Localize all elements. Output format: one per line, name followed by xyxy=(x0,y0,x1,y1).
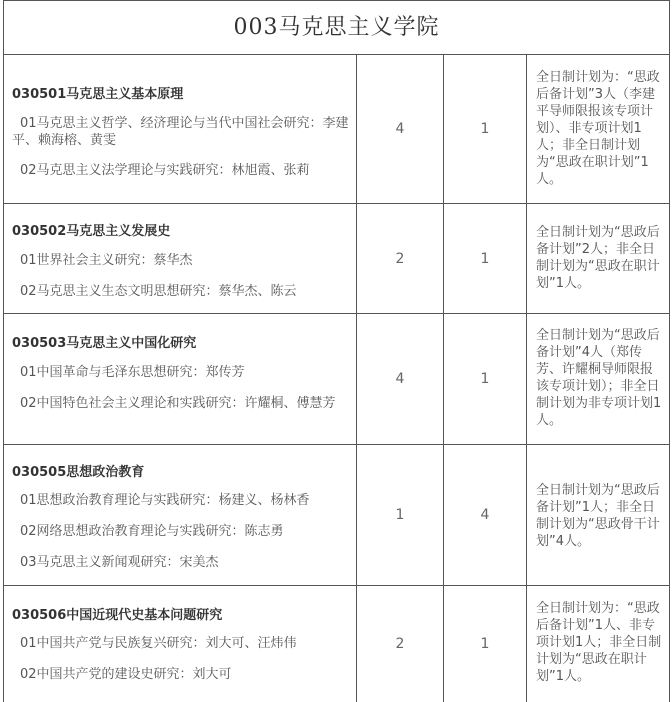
part-time-count: 1 xyxy=(443,55,526,204)
remarks-cell xyxy=(526,204,670,314)
research-direction: 01思想政治教育理论与实践研究：杨建义、杨林香 xyxy=(20,493,310,508)
major-name: 030501马克思主义基本原理 xyxy=(12,87,184,102)
major-name: 030503马克思主义中国化研究 xyxy=(12,336,197,351)
table-row xyxy=(3,55,670,204)
major-name: 030505思想政治教育 xyxy=(12,465,145,480)
major-cell xyxy=(3,586,356,702)
part-time-count: 1 xyxy=(443,586,526,702)
research-direction: 02马克思主义法学理论与实践研究：林旭霞、张莉 xyxy=(20,163,310,178)
research-direction: 02中国共产党的建设史研究：刘大可 xyxy=(20,667,232,682)
major-cell xyxy=(3,314,356,445)
remarks-cell xyxy=(526,586,670,702)
major-cell xyxy=(3,445,356,586)
research-direction: 03马克思主义新闻观研究：宋美杰 xyxy=(20,555,219,570)
research-direction: 02马克思主义生态文明思想研究：蔡华杰、陈云 xyxy=(20,284,297,299)
part-time-count: 1 xyxy=(443,314,526,445)
research-direction: 02中国特色社会主义理论和实践研究：许耀桐、傅慧芳 xyxy=(20,396,336,411)
table-row xyxy=(3,445,670,586)
major-name: 030506中国近现代史基本问题研究 xyxy=(12,608,223,623)
page-title: 003马克思主义学院 xyxy=(3,0,670,55)
remarks-cell xyxy=(526,55,670,204)
remarks-text: 全日制计划为“思政后备计划”4人（郑传芳、许耀桐导师限报该专项计划）；非全日制计划为非专项计划1人。 xyxy=(536,328,662,428)
remarks-text: 全日制计划为：“思政后备计划”1人、非专项计划1人；非全日制计划为“思政在职计划”1人。 xyxy=(536,601,662,684)
table-row xyxy=(3,314,670,445)
research-direction: 01中国革命与毛泽东思想研究：郑传芳 xyxy=(20,365,245,380)
research-direction: 01世界社会主义研究：蔡华杰 xyxy=(20,253,193,268)
full-time-count: 4 xyxy=(356,314,443,445)
research-direction: 01中国共产党与民族复兴研究：刘大可、汪炜伟 xyxy=(20,636,297,651)
full-time-count: 2 xyxy=(356,586,443,702)
part-time-count: 4 xyxy=(443,445,526,586)
major-cell xyxy=(3,204,356,314)
research-direction: 01马克思主义哲学、经济理论与当代中国社会研究：李建平、赖海榕、黄雯 xyxy=(12,116,349,148)
remarks-text: 全日制计划为“思政后备计划”2人；非全日制计划为“思政在职计划”1人。 xyxy=(536,225,660,291)
full-time-count: 1 xyxy=(356,445,443,586)
table-row xyxy=(3,586,670,702)
table-row xyxy=(3,204,670,314)
full-time-count: 2 xyxy=(356,204,443,314)
full-time-count: 4 xyxy=(356,55,443,204)
remarks-text: 全日制计划为“思政后备计划”1人；非全日制计划为“思政骨干计划”4人。 xyxy=(536,483,660,549)
research-direction: 02网络思想政治教育理论与实践研究：陈志勇 xyxy=(20,524,284,539)
major-cell xyxy=(3,55,356,204)
remarks-cell xyxy=(526,314,670,445)
remarks-cell xyxy=(526,445,670,586)
major-name: 030502马克思主义发展史 xyxy=(12,224,171,239)
part-time-count: 1 xyxy=(443,204,526,314)
remarks-text: 全日制计划为：“思政后备计划”3人（李建平导师限报该专项计划）、非专项计划1人；非全日制计划为“思政在职计划”1人。 xyxy=(536,70,660,187)
admissions-table xyxy=(3,0,670,702)
